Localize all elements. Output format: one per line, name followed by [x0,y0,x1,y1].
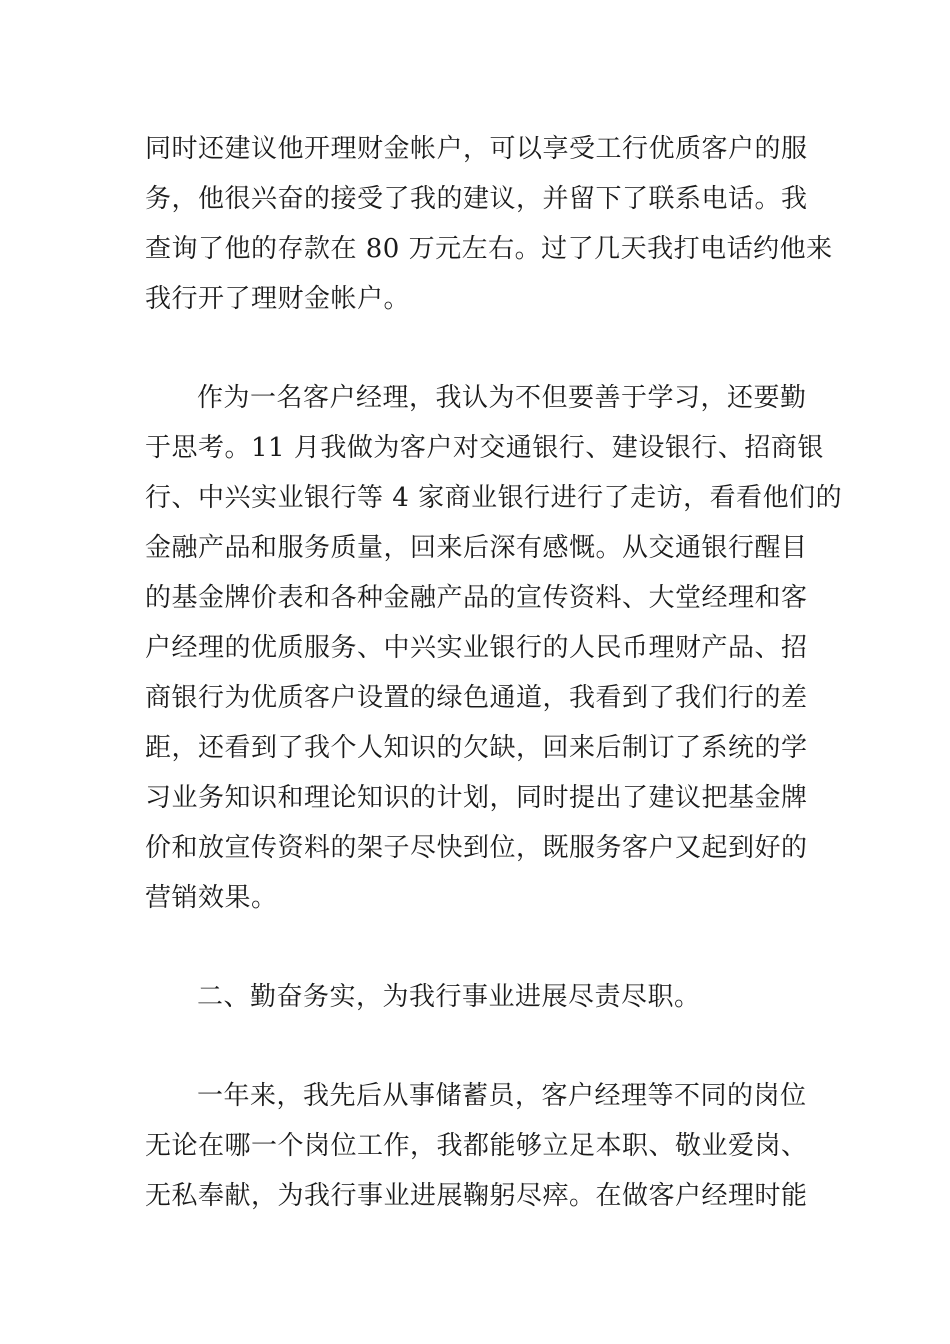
text-line: 于思考。11 月我做为客户对交通银行、建设银行、招商银 [145,433,824,463]
text-line: 金融产品和服务质量，回来后深有感慨。从交通银行醒目 [145,533,808,563]
text-line: 务，他很兴奋的接受了我的建议，并留下了联系电话。我 [145,184,808,214]
text-line: 户经理的优质服务、中兴实业银行的人民币理财产品、招 [145,633,808,663]
text-line: 的基金牌价表和各种金融产品的宣传资料、大堂经理和客 [145,583,808,613]
paragraph-first-line: 作为一名客户经理，我认为不但要善于学习，还要勤 [197,383,807,413]
text-line: 查询了他的存款在 80 万元左右。过了几天我打电话约他来 [145,234,833,264]
text-line: 我行开了理财金帐户。 [145,284,411,314]
text-line: 习业务知识和理论知识的计划，同时提出了建议把基金牌 [145,783,808,813]
text-line: 距，还看到了我个人知识的欠缺，回来后制订了系统的学 [145,733,808,763]
text-line: 行、中兴实业银行等 4 家商业银行进行了走访，看看他们的 [145,483,843,513]
text-line: 同时还建议他开理财金帐户，可以享受工行优质客户的服 [145,134,808,164]
paragraph-first-line: 一年来，我先后从事储蓄员，客户经理等不同的岗位 [197,1081,807,1111]
text-line: 商银行为优质客户设置的绿色通道，我看到了我们行的差 [145,683,808,713]
text-line: 营销效果。 [145,883,278,913]
text-line: 价和放宣传资料的架子尽快到位，既服务客户又起到好的 [145,833,808,863]
section-heading: 二、勤奋务实，为我行事业进展尽责尽职。 [197,982,701,1012]
text-line: 无论在哪一个岗位工作，我都能够立足本职、敬业爱岗、 [145,1131,808,1161]
text-line: 无私奉献，为我行事业进展鞠躬尽瘁。在做客户经理时能 [145,1181,808,1211]
